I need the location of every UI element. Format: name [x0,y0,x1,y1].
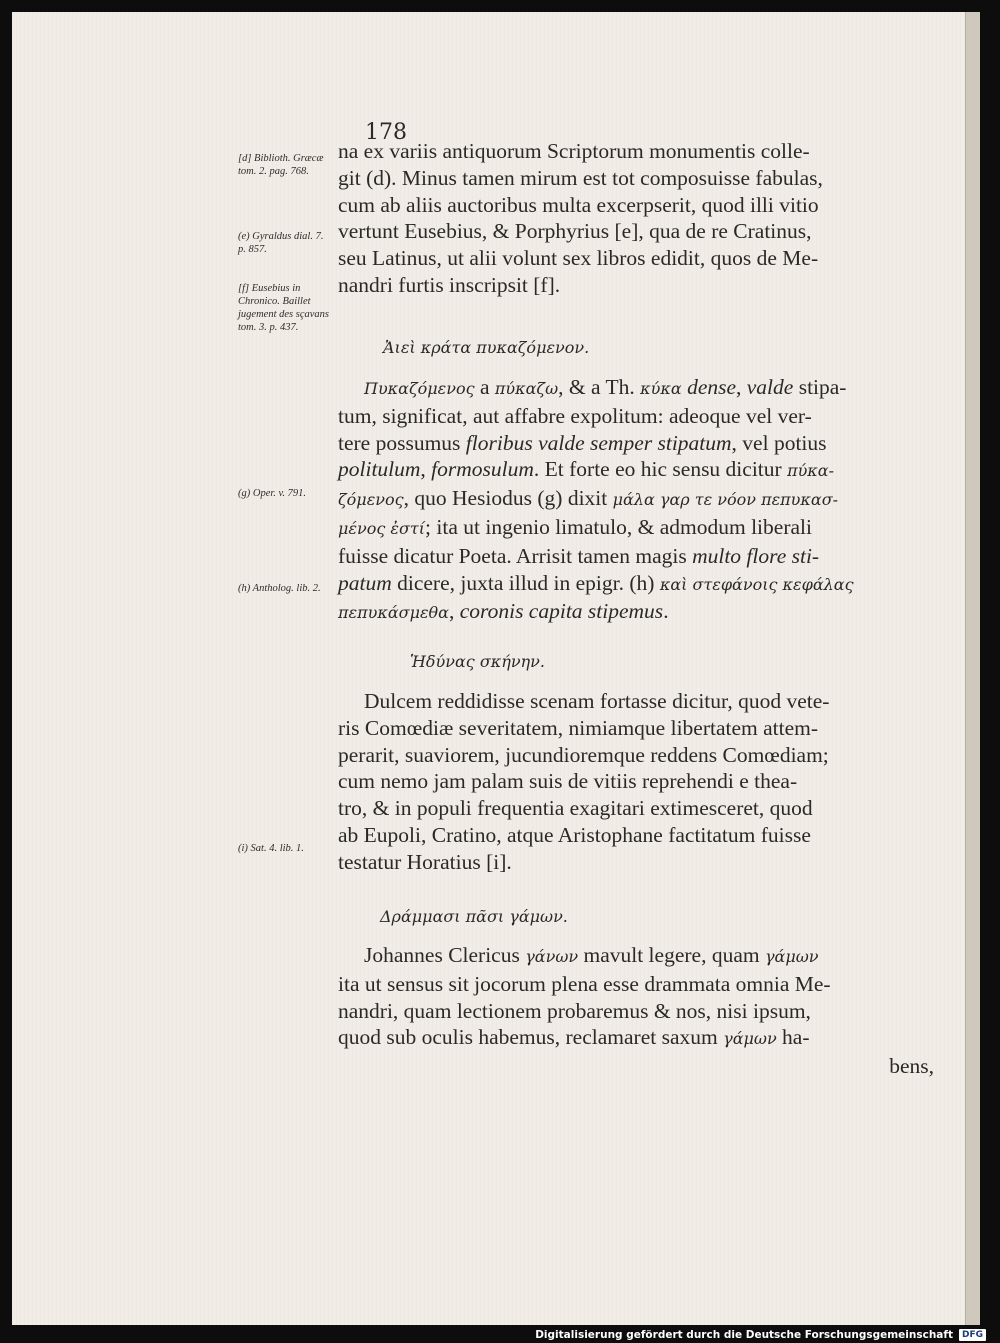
paragraph-2 [338,374,934,627]
text-span: tere possumus [338,430,466,455]
text-line [338,456,934,485]
greek-word: μάλα γαρ τε νόον πεπυκασ- [612,490,839,510]
margin-note-f: [f] Eusebius in Chronico. Baillet jugement des sçavans tom. 3. p. 437. [238,283,329,333]
text-span: . [663,599,669,624]
greek-word: καὶ στεφάνοις κεφάλας [659,574,854,594]
greek-word: Πυκαζόμενος [364,379,475,398]
text-line: ris Comœdiæ severitatem, nimiamque libertatem attem- [338,715,819,740]
text-line: nandri, quam lectionem probaremus & nos, nisi ipsum, [338,998,811,1023]
text-line: tum, significat, aut affabre expolitum: adeoque vel ver- [338,403,812,428]
text-line: Dulcem reddidisse scenam fortasse dicitur, quod vete- [364,689,830,713]
italic-text: multo flore sti- [692,543,820,568]
text-span: , vel potius [731,430,827,455]
text-line: nandri furtis inscripsit [f]. [338,272,561,297]
text-span: ; ita ut ingenio limatulo, & admodum liberali [425,514,812,539]
section-heading-1: Ἀιεὶ κράτα πυκαζόμενον. [383,338,590,357]
text-line: ab Eupoli, Cratino, atque Aristophane factitatum fuisse [338,822,811,847]
text-line: seu Latinus, ut alii volunt sex libros edidit, quos de Me- [338,246,819,271]
text-span: , [448,599,460,624]
text-line: perarit, suaviorem, jucundioremque reddens Comœdiam; [338,742,829,767]
text-span: quod sub oculis habemus, reclamaret saxum [338,1025,724,1050]
text-span: , & a Th. [558,375,641,399]
section-heading-2: Ἡδύνας σκήνην. [410,652,545,671]
italic-text: coronis capita stipemus [459,599,664,624]
text-span: , [420,457,432,482]
text-line [338,485,934,514]
margin-note-g: (g) Oper. v. 791. [238,488,307,499]
greek-word: γάμων [723,1029,777,1049]
text-line: na ex variis antiquorum Scriptorum monumentis colle- [338,139,810,163]
italic-text: patum [338,570,392,595]
text-line [338,374,934,403]
margin-note-h: (h) Antholog. lib. 2. [238,583,321,594]
margin-note-d: [d] Biblioth. Græcæ tom. 2. pag. 768. [238,153,324,177]
italic-text: valde [746,375,794,399]
text-line: git (d). Minus tamen mirum est tot composuisse fabulas, [338,165,823,190]
text-line [338,514,934,543]
greek-word: πύκαζω [494,379,559,398]
text-line [338,598,934,627]
text-span: , quo Hesiodus (g) dixit [403,486,613,511]
dfg-logo: DFG [959,1329,986,1341]
text-span: , [736,375,747,399]
greek-word: κύκα [640,379,682,398]
greek-word: γάνων [525,947,579,966]
text-line: cum nemo jam palam suis de vitiis reprehendi e thea- [338,769,798,794]
text-line: testatur Horatius [i]. [338,849,512,874]
text-line [338,430,934,457]
text-line: tro, & in populi frequentia exagitari extimesceret, quod [338,796,813,821]
text-line [338,543,934,570]
greek-word: ζόμενος [338,490,404,510]
text-line [338,942,934,971]
greek-word: πεπυκάσμεθα [338,603,449,623]
italic-text: dense [687,375,737,399]
italic-text: politulum [338,457,421,482]
greek-word: γάμων [764,947,819,966]
text-line: vertunt Eusebius, & Porphyrius [e], qua de re Cratinus, [338,219,812,244]
text-line: cum ab aliis auctoribus multa excerpserit, quod illi vitio [338,192,819,217]
catchword: bens, [889,1054,934,1079]
text-span: fuisse dicatur Poeta. Arrisit tamen magis [338,543,693,568]
text-span: ha- [776,1025,810,1050]
italic-text: formosulum [431,457,534,482]
text-span: a [474,375,495,399]
text-span: . Et forte eo hic sensu dicitur [533,457,788,482]
funding-notice: Digitalisierung gefördert durch die Deutsche Forschungsgemeinschaft [535,1329,953,1341]
paragraph-1 [338,138,934,299]
text-line [338,1024,934,1053]
section-heading-3: Δράμμασι πᾶσι γάμων. [380,907,568,926]
text-span: stipa- [793,375,847,399]
text-span: dicere, juxta illud in epigr. (h) [391,570,660,595]
italic-text: floribus valde semper stipatum [465,430,732,455]
digitization-footer [535,1329,986,1341]
greek-word: μένος ἐστί [338,518,426,538]
paragraph-4 [338,942,934,1080]
scanned-page [12,12,980,1325]
margin-note-e: (e) Gyraldus dial. 7. p. 857. [238,231,324,255]
text-line: ita ut sensus sit jocorum plena esse drammata omnia Me- [338,971,831,996]
page-edge [965,12,980,1325]
page-number: 178 [365,120,407,145]
paragraph-3 [338,688,934,876]
greek-word: πύκα- [787,461,835,481]
text-span: mavult legere, quam [578,943,765,967]
margin-note-i: (i) Sat. 4. lib. 1. [238,843,304,854]
text-span: Johannes Clericus [364,943,526,967]
text-line [338,570,934,599]
